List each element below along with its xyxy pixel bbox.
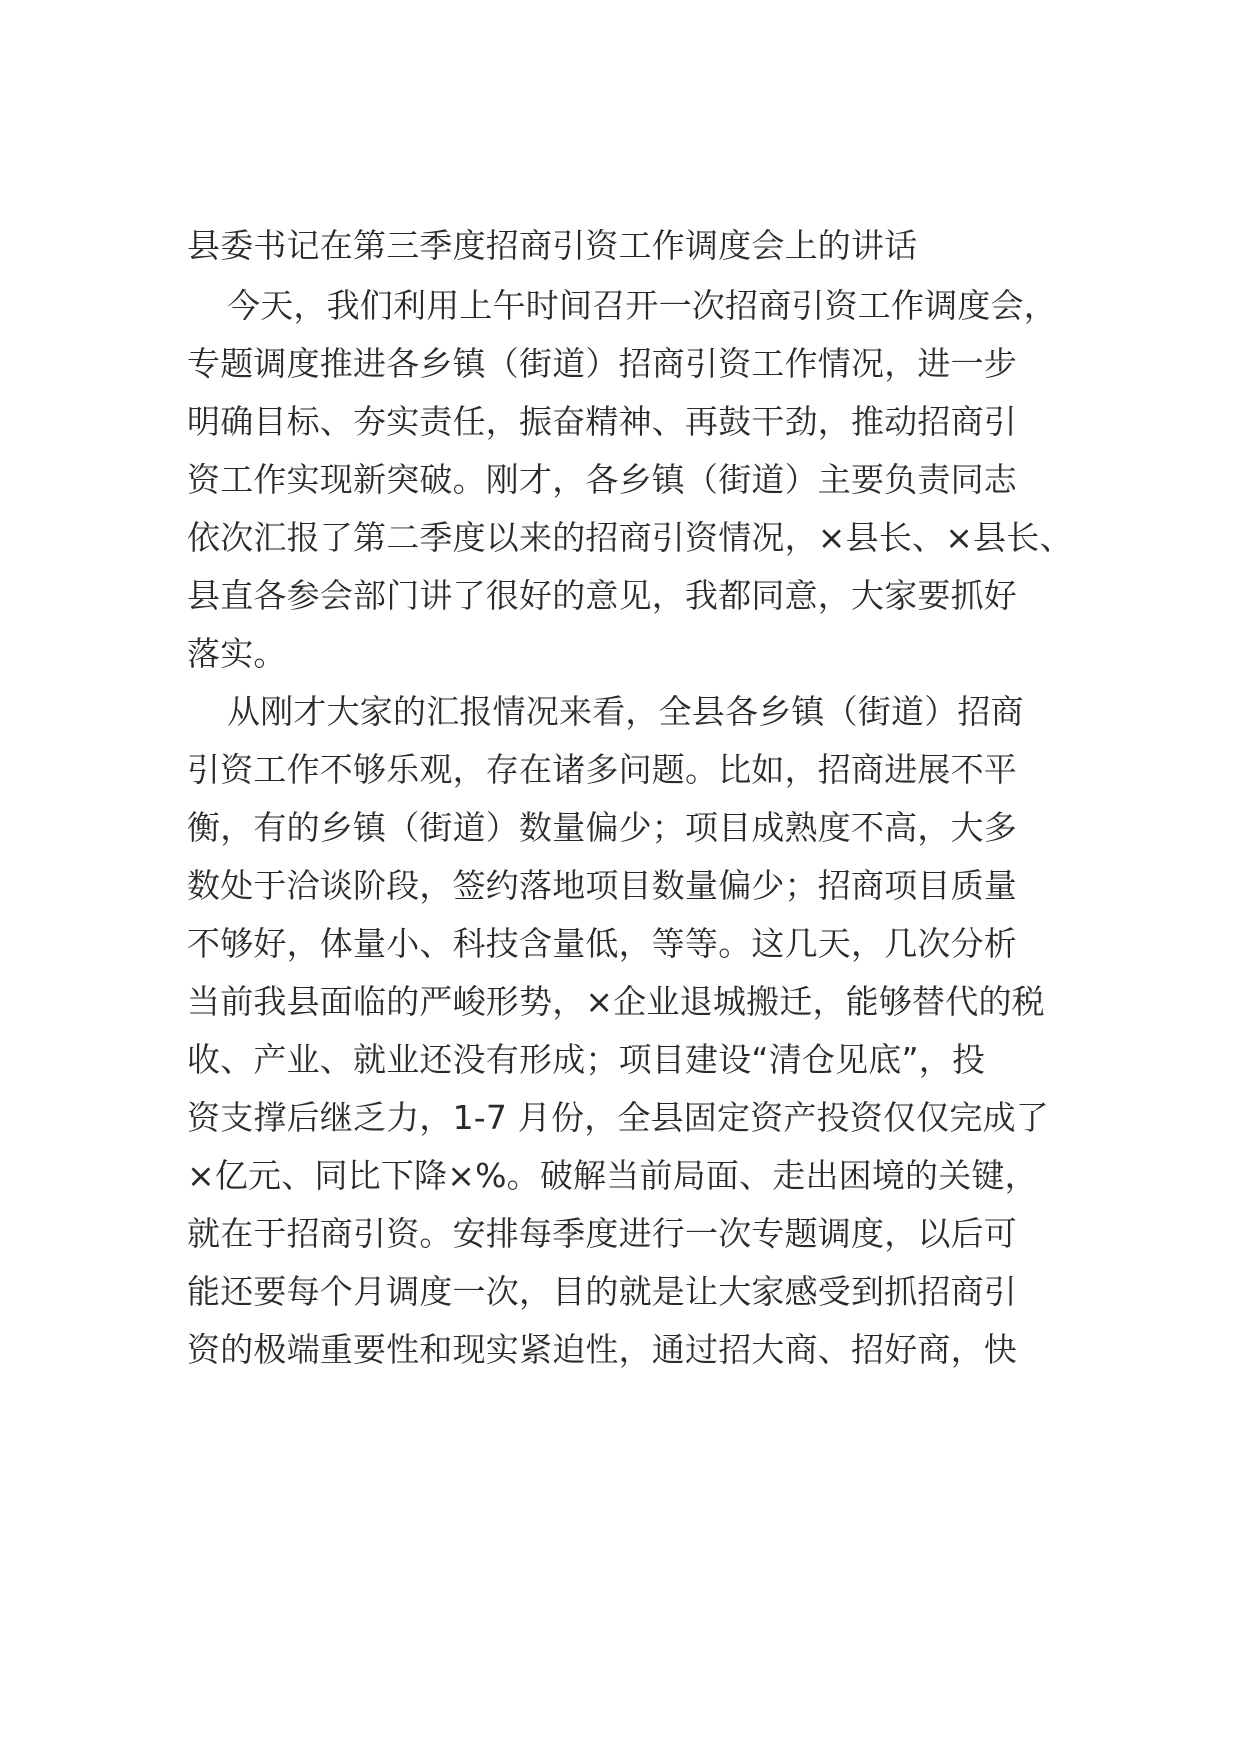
text-line: 衡，有的乡镇（街道）数量偏少；项目成熟度不高，大多 — [187, 808, 1017, 847]
text-line: 今天，我们利用上午时间召开一次招商引资工作调度会， — [227, 286, 1057, 325]
text-line: 当前我县面临的严峻形势，×企业退城搬迁，能够替代的税 — [187, 982, 1045, 1021]
text-line: 不够好，体量小、科技含量低，等等。这几天，几次分析 — [187, 924, 1017, 963]
text-line: 从刚才大家的汇报情况来看，全县各乡镇（街道）招商 — [227, 692, 1024, 731]
text-line: 能还要每个月调度一次，目的就是让大家感受到抓招商引 — [187, 1272, 1017, 1311]
text-line: 资的极端重要性和现实紧迫性，通过招大商、招好商，快 — [187, 1330, 1017, 1369]
text-line: 收、产业、就业还没有形成；项目建设“清仓见底”，投 — [187, 1040, 986, 1079]
text-line: ×亿元、同比下降×%。破解当前局面、走出困境的关键， — [187, 1156, 1038, 1195]
text-line: 县直各参会部门讲了很好的意见，我都同意，大家要抓好 — [187, 576, 1017, 615]
text-line: 落实。 — [187, 634, 287, 673]
text-line: 引资工作不够乐观，存在诸多问题。比如，招商进展不平 — [187, 750, 1017, 789]
document-title: 县委书记在第三季度招商引资工作调度会上的讲话 — [187, 226, 918, 265]
text-line: 专题调度推进各乡镇（街道）招商引资工作情况，进一步 — [187, 344, 1017, 383]
text-line: 资工作实现新突破。刚才，各乡镇（街道）主要负责同志 — [187, 460, 1017, 499]
text-line: 明确目标、夯实责任，振奋精神、再鼓干劲，推动招商引 — [187, 402, 1017, 441]
text-line: 就在于招商引资。安排每季度进行一次专题调度，以后可 — [187, 1214, 1017, 1253]
text-line: 资支撑后继乏力，1-7 月份，全县固定资产投资仅仅完成了 — [187, 1098, 1049, 1137]
text-line: 数处于洽谈阶段，签约落地项目数量偏少；招商项目质量 — [187, 866, 1017, 905]
text-line: 依次汇报了第二季度以来的招商引资情况，×县长、×县长、 — [187, 518, 1073, 557]
